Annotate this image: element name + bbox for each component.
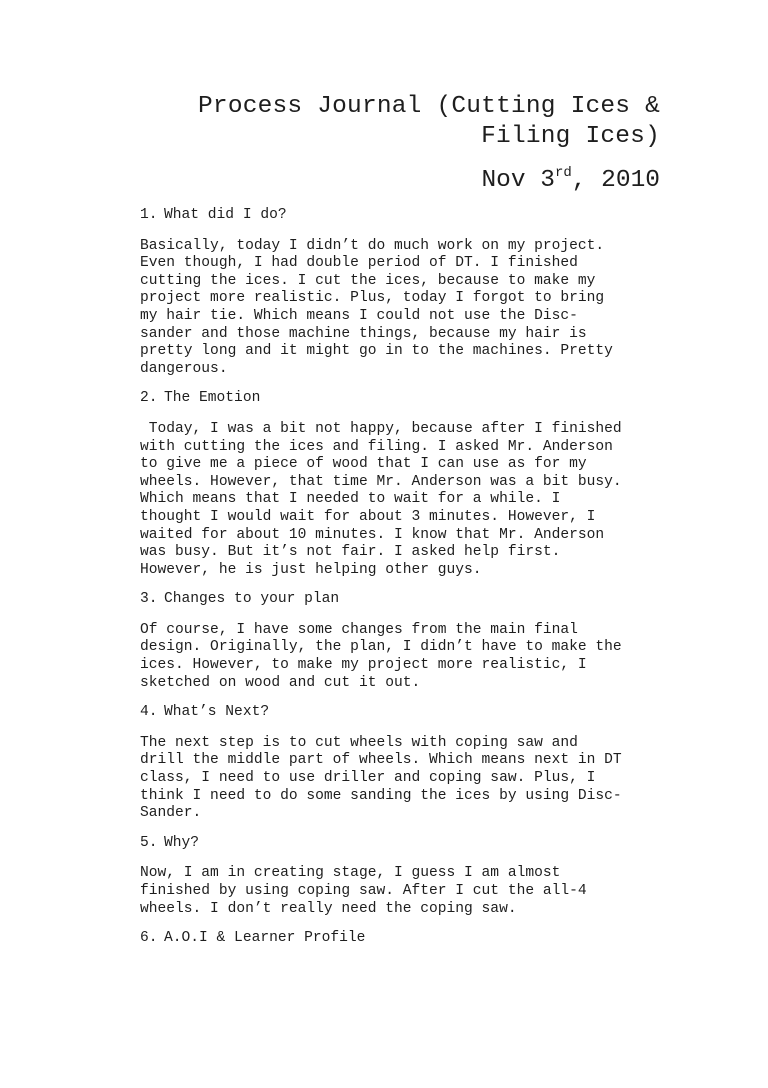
text-line: wheels. However, that time Mr. Anderson was a bit busy. (140, 473, 622, 490)
document-date (481, 166, 660, 196)
text-line: dangerous. (140, 360, 228, 377)
text-line: thought I would wait for about 3 minutes. However, I (140, 508, 596, 525)
text-line: Of course, I have some changes from the main final (140, 621, 578, 638)
section-body-changes-to-your-plan (140, 622, 670, 692)
section-heading-why (140, 835, 670, 853)
section-number: 4. (140, 704, 158, 721)
section-heading-aoi-learner-profile (140, 930, 670, 948)
text-line: my hair tie. Which means I could not use the Disc- (140, 307, 578, 324)
section-heading-text: What did I do? (164, 207, 287, 223)
title-line-2: Filing Ices) (481, 123, 660, 150)
text-line: ices. However, to make my project more realistic, I (140, 657, 587, 674)
text-line: with cutting the ices and filing. I asked Mr. Anderson (140, 438, 613, 455)
text-line: pretty long and it might go in to the machines. Pretty (140, 343, 613, 360)
date-year: , 2010 (571, 167, 660, 194)
text-line: However, he is just helping other guys. (140, 561, 482, 578)
text-line: Sander. (140, 805, 202, 822)
text-line: waited for about 10 minutes. I know that Mr. Anderson (140, 526, 605, 543)
section-body-what-did-i-do (140, 238, 670, 379)
section-heading-text: Why? (164, 834, 200, 851)
section-heading-text: A.O.I & Learner Profile (164, 930, 366, 947)
text-line: cutting the ices. I cut the ices, because to make my (140, 272, 596, 289)
section-body-why (140, 865, 670, 918)
section-heading-what-did-i-do (140, 207, 670, 225)
date-month-day: Nov 3 (481, 167, 555, 194)
text-line: was busy. But it’s not fair. I asked help first. (140, 544, 561, 561)
section-number: 6. (140, 930, 158, 947)
text-line: Now, I am in creating stage, I guess I am almost (140, 865, 561, 882)
text-line: design. Originally, the plan, I didn’t have to make the (140, 639, 622, 656)
section-heading-whats-next (140, 704, 670, 722)
section-heading-text: The Emotion (164, 390, 261, 407)
text-line: wheels. I don’t really need the coping saw. (140, 900, 517, 917)
section-heading-text: Changes to your plan (164, 591, 340, 608)
text-line: sander and those machine things, because my hair is (140, 325, 587, 342)
section-heading-changes-to-your-plan (140, 591, 670, 609)
text-line: Basically, today I didn’t do much work on my project. (140, 237, 605, 254)
section-heading-text: What’s Next? (164, 704, 270, 721)
text-line: drill the middle part of wheels. Which means next in DT (140, 752, 622, 769)
text-line: sketched on wood and cut it out. (140, 674, 421, 691)
text-line: project more realistic. Plus, today I forgot to bring (140, 290, 605, 307)
section-number: 3. (140, 591, 158, 608)
text-line: to give me a piece of wood that I can use as for my (140, 456, 587, 473)
title-line-1: Process Journal (Cutting Ices & (198, 93, 660, 120)
text-line: The next step is to cut wheels with coping saw and (140, 734, 578, 751)
text-line: think I need to do some sanding the ices by using Disc- (140, 787, 622, 804)
document-title (140, 92, 660, 152)
section-body-whats-next (140, 735, 670, 823)
journal-content (140, 207, 670, 961)
section-number: 5. (140, 834, 158, 851)
text-line: class, I need to use driller and coping saw. Plus, I (140, 770, 596, 787)
text-line: finished by using coping saw. After I cut the all-4 (140, 883, 587, 899)
text-line: Even though, I had double period of DT. I finished (140, 255, 578, 272)
text-line: Today, I was a bit not happy, because after I finished (140, 420, 622, 437)
section-heading-the-emotion (140, 390, 670, 408)
text-line: Which means that I needed to wait for a while. I (140, 491, 561, 508)
section-number: 2. (140, 390, 158, 407)
section-number: 1. (140, 207, 158, 223)
section-body-the-emotion (140, 421, 670, 579)
date-ordinal-suffix: rd (554, 165, 572, 181)
